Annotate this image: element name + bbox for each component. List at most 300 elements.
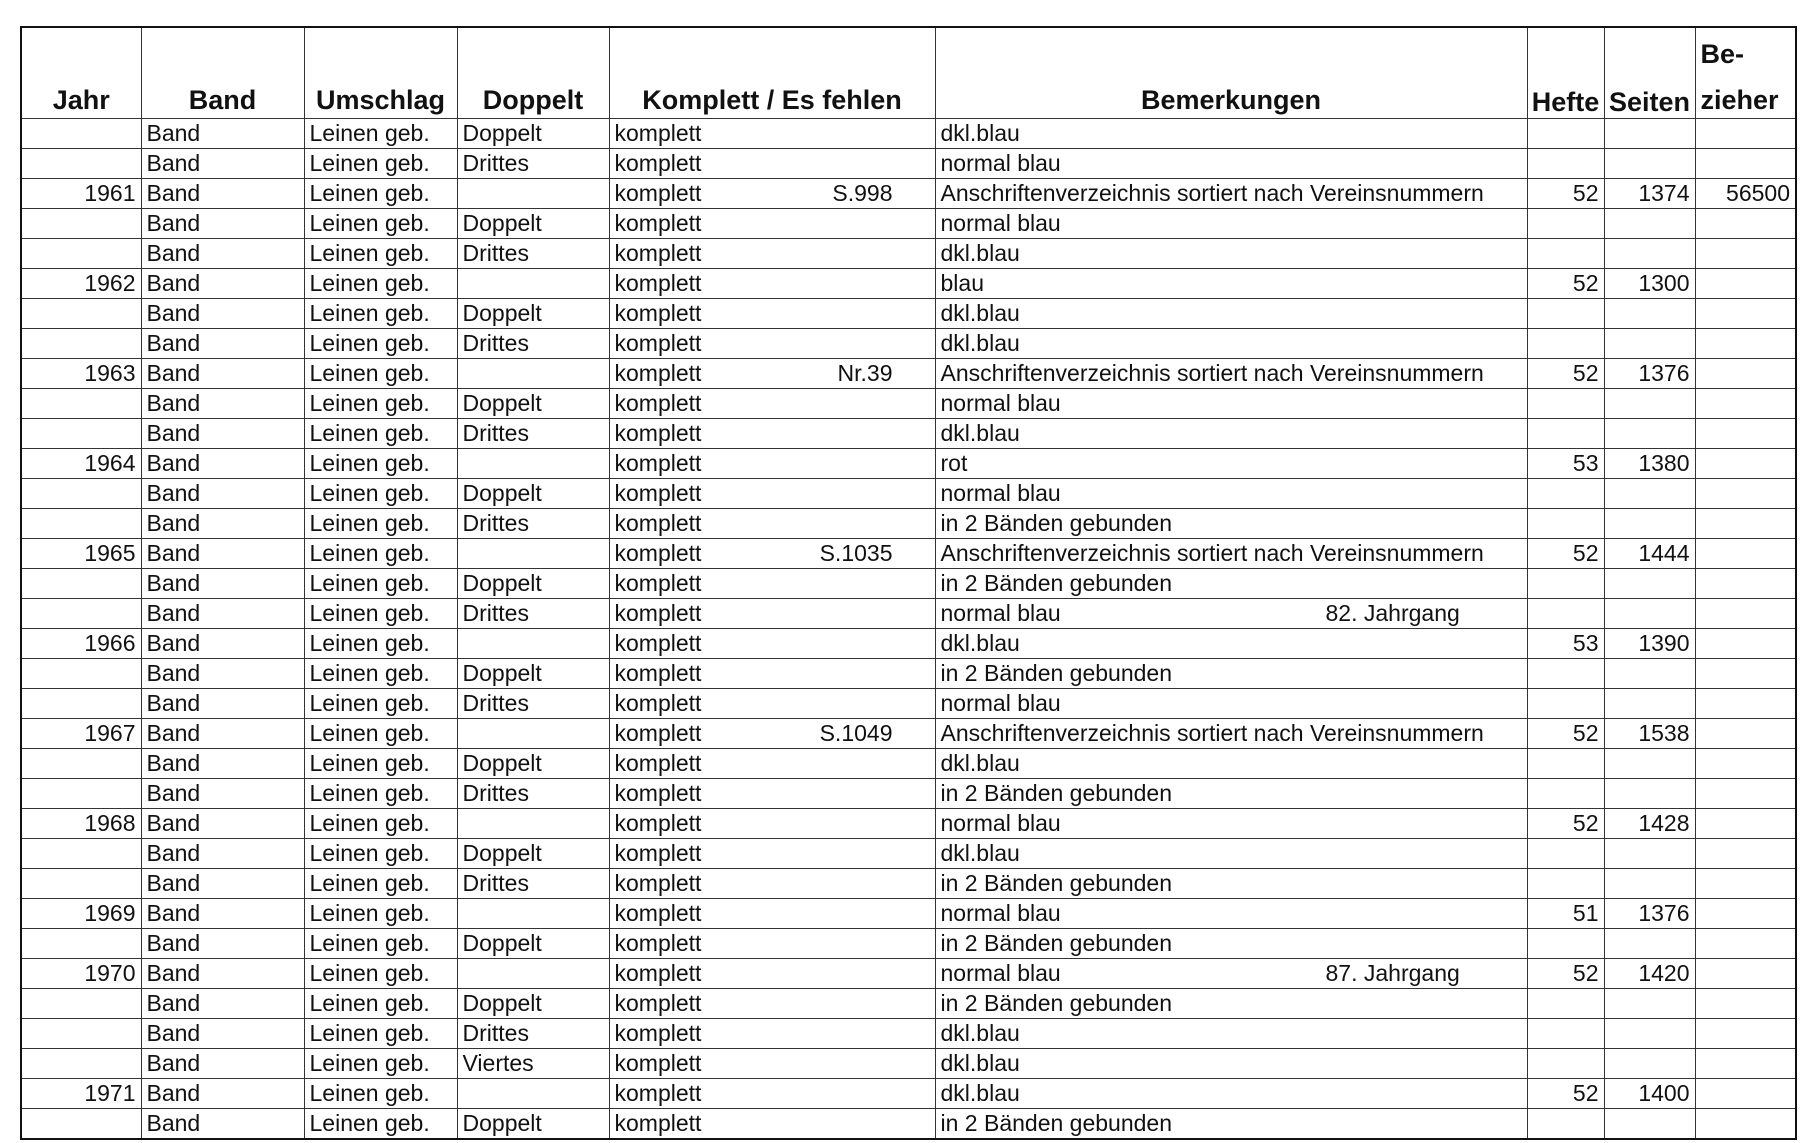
cell-bemerkungen (935, 689, 1527, 719)
cell-umschlag: Leinen geb. (304, 1109, 457, 1140)
cell-seiten: 1400 (1604, 1079, 1695, 1109)
cell-seiten (1604, 989, 1695, 1019)
cell-band: Band (141, 479, 304, 509)
cell-jahr (21, 779, 141, 809)
cell-bezieher (1695, 569, 1796, 599)
cell-band: Band (141, 779, 304, 809)
cell-komplett (609, 749, 935, 779)
cell-seiten: 1376 (1604, 899, 1695, 929)
cell-komplett (609, 149, 935, 179)
table-row (21, 1019, 1796, 1049)
cell-band: Band (141, 1109, 304, 1140)
cell-jahr (21, 329, 141, 359)
cell-bezieher (1695, 809, 1796, 839)
cell-doppelt: Drittes (457, 419, 609, 449)
cell-komplett (609, 179, 935, 209)
cell-band: Band (141, 1019, 304, 1049)
cell-hefte: 52 (1527, 1079, 1604, 1109)
cell-komplett (609, 329, 935, 359)
cell-umschlag: Leinen geb. (304, 899, 457, 929)
remark-text: in 2 Bänden gebunden (940, 990, 1172, 1016)
table-row (21, 419, 1796, 449)
cell-komplett (609, 899, 935, 929)
cell-hefte (1527, 1109, 1604, 1140)
komplett-status: komplett (614, 510, 702, 536)
komplett-status: komplett (614, 600, 702, 626)
cell-umschlag: Leinen geb. (304, 269, 457, 299)
cell-bemerkungen (935, 269, 1527, 299)
header-umschlag: Umschlag (304, 72, 457, 119)
table-row (21, 749, 1796, 779)
header-spacer-cell (21, 27, 141, 72)
cell-komplett (609, 839, 935, 869)
cell-komplett (609, 989, 935, 1019)
cell-seiten: 1374 (1604, 179, 1695, 209)
cell-hefte: 52 (1527, 809, 1604, 839)
cell-band: Band (141, 1049, 304, 1079)
remark-text: normal blau (940, 210, 1061, 236)
remark-text: in 2 Bänden gebunden (940, 570, 1172, 596)
cell-seiten: 1300 (1604, 269, 1695, 299)
cell-komplett (609, 1019, 935, 1049)
cell-seiten (1604, 779, 1695, 809)
remark-text: normal blau (940, 690, 1061, 716)
cell-bezieher (1695, 299, 1796, 329)
cell-hefte (1527, 689, 1604, 719)
header-hefte: Hefte (1527, 72, 1604, 119)
cell-seiten: 1376 (1604, 359, 1695, 389)
cell-bezieher (1695, 119, 1796, 149)
cell-seiten (1604, 1109, 1695, 1140)
header-spacer-cell (1527, 27, 1604, 72)
cell-jahr: 1963 (21, 359, 141, 389)
komplett-status: komplett (614, 240, 702, 266)
cell-seiten (1604, 479, 1695, 509)
table-row (21, 1049, 1796, 1079)
cell-bezieher (1695, 929, 1796, 959)
cell-komplett (609, 1049, 935, 1079)
cell-seiten: 1428 (1604, 809, 1695, 839)
cell-seiten: 1390 (1604, 629, 1695, 659)
cell-band: Band (141, 359, 304, 389)
cell-komplett (609, 869, 935, 899)
table-row (21, 809, 1796, 839)
cell-doppelt: Doppelt (457, 389, 609, 419)
cell-seiten (1604, 929, 1695, 959)
cell-doppelt (457, 719, 609, 749)
cell-seiten (1604, 599, 1695, 629)
cell-umschlag: Leinen geb. (304, 479, 457, 509)
cell-jahr (21, 419, 141, 449)
header-bemerkungen: Bemerkungen (935, 72, 1527, 119)
cell-bemerkungen (935, 1019, 1527, 1049)
cell-umschlag: Leinen geb. (304, 989, 457, 1019)
table-row (21, 869, 1796, 899)
cell-seiten (1604, 419, 1695, 449)
cell-doppelt: Drittes (457, 1019, 609, 1049)
remark-text: dkl.blau (940, 240, 1020, 266)
cell-komplett (609, 119, 935, 149)
cell-seiten (1604, 299, 1695, 329)
cell-doppelt (457, 629, 609, 659)
cell-seiten (1604, 1019, 1695, 1049)
cell-band: Band (141, 119, 304, 149)
komplett-status: komplett (614, 150, 702, 176)
cell-bemerkungen (935, 329, 1527, 359)
jahrgang-note: 82. Jahrgang (1325, 600, 1460, 626)
missing-note: S.998 (832, 180, 893, 206)
cell-band: Band (141, 449, 304, 479)
cell-hefte (1527, 299, 1604, 329)
cell-umschlag: Leinen geb. (304, 539, 457, 569)
cell-doppelt: Drittes (457, 509, 609, 539)
cell-band: Band (141, 389, 304, 419)
cell-band: Band (141, 1079, 304, 1109)
cell-jahr (21, 479, 141, 509)
cell-bezieher (1695, 359, 1796, 389)
cell-umschlag: Leinen geb. (304, 689, 457, 719)
cell-jahr (21, 119, 141, 149)
cell-hefte: 52 (1527, 179, 1604, 209)
cell-umschlag: Leinen geb. (304, 749, 457, 779)
cell-umschlag: Leinen geb. (304, 419, 457, 449)
cell-umschlag: Leinen geb. (304, 1079, 457, 1109)
table-row (21, 449, 1796, 479)
cell-band: Band (141, 149, 304, 179)
remark-text: dkl.blau (940, 330, 1020, 356)
cell-seiten (1604, 209, 1695, 239)
cell-umschlag: Leinen geb. (304, 569, 457, 599)
table-row (21, 149, 1796, 179)
cell-umschlag: Leinen geb. (304, 299, 457, 329)
table-row (21, 629, 1796, 659)
cell-hefte (1527, 1019, 1604, 1049)
table-row (21, 179, 1796, 209)
cell-band: Band (141, 719, 304, 749)
cell-seiten: 1444 (1604, 539, 1695, 569)
table-row (21, 839, 1796, 869)
komplett-status: komplett (614, 300, 702, 326)
cell-band: Band (141, 539, 304, 569)
cell-bemerkungen (935, 509, 1527, 539)
cell-komplett (609, 359, 935, 389)
cell-umschlag: Leinen geb. (304, 149, 457, 179)
remark-text: dkl.blau (940, 420, 1020, 446)
cell-bezieher (1695, 989, 1796, 1019)
cell-bezieher (1695, 869, 1796, 899)
cell-bemerkungen (935, 809, 1527, 839)
cell-komplett (609, 659, 935, 689)
header-seiten: Seiten (1604, 72, 1695, 119)
cell-bemerkungen (935, 929, 1527, 959)
cell-hefte (1527, 509, 1604, 539)
header-spacer-row (21, 27, 1796, 72)
remark-text: dkl.blau (940, 1050, 1020, 1076)
cell-band: Band (141, 689, 304, 719)
komplett-status: komplett (614, 840, 702, 866)
table-row (21, 479, 1796, 509)
cell-umschlag: Leinen geb. (304, 719, 457, 749)
komplett-status: komplett (614, 750, 702, 776)
cell-komplett (609, 209, 935, 239)
cell-hefte (1527, 209, 1604, 239)
cell-jahr (21, 209, 141, 239)
header-spacer-cell (1604, 27, 1695, 72)
cell-umschlag: Leinen geb. (304, 1019, 457, 1049)
komplett-status: komplett (614, 570, 702, 596)
cell-jahr (21, 149, 141, 179)
cell-komplett (609, 1079, 935, 1109)
table-row (21, 989, 1796, 1019)
cell-bemerkungen (935, 839, 1527, 869)
cell-seiten (1604, 869, 1695, 899)
cell-bemerkungen (935, 239, 1527, 269)
cell-jahr: 1962 (21, 269, 141, 299)
cell-bemerkungen (935, 1049, 1527, 1079)
cell-doppelt: Drittes (457, 689, 609, 719)
cell-doppelt (457, 539, 609, 569)
cell-seiten (1604, 149, 1695, 179)
table-row (21, 779, 1796, 809)
table-row (21, 569, 1796, 599)
cell-doppelt: Doppelt (457, 749, 609, 779)
cell-bemerkungen (935, 899, 1527, 929)
cell-komplett (609, 809, 935, 839)
cell-seiten (1604, 839, 1695, 869)
cell-jahr (21, 239, 141, 269)
cell-jahr (21, 839, 141, 869)
cell-doppelt: Doppelt (457, 839, 609, 869)
cell-band: Band (141, 569, 304, 599)
cell-jahr (21, 989, 141, 1019)
cell-bezieher (1695, 749, 1796, 779)
remark-text: Anschriftenverzeichnis sortiert nach Vereinsnummern (940, 180, 1484, 206)
cell-bemerkungen (935, 539, 1527, 569)
remark-text: in 2 Bänden gebunden (940, 930, 1172, 956)
cell-jahr: 1968 (21, 809, 141, 839)
remark-text: normal blau (940, 900, 1061, 926)
komplett-status: komplett (614, 1110, 702, 1136)
komplett-status: komplett (614, 990, 702, 1016)
table-row (21, 1109, 1796, 1140)
cell-umschlag: Leinen geb. (304, 629, 457, 659)
cell-komplett (609, 449, 935, 479)
remark-text: Anschriftenverzeichnis sortiert nach Vereinsnummern (940, 540, 1484, 566)
cell-doppelt: Drittes (457, 869, 609, 899)
cell-doppelt (457, 449, 609, 479)
cell-hefte (1527, 599, 1604, 629)
komplett-status: komplett (614, 660, 702, 686)
cell-hefte: 53 (1527, 629, 1604, 659)
remark-text: normal blau (940, 600, 1061, 626)
missing-note: S.1049 (819, 720, 893, 746)
cell-band: Band (141, 749, 304, 779)
header-spacer-cell (141, 27, 304, 72)
komplett-status: komplett (614, 420, 702, 446)
cell-bezieher (1695, 449, 1796, 479)
cell-umschlag: Leinen geb. (304, 509, 457, 539)
cell-doppelt (457, 269, 609, 299)
cell-seiten (1604, 329, 1695, 359)
cell-doppelt: Doppelt (457, 929, 609, 959)
cell-jahr (21, 689, 141, 719)
cell-jahr: 1961 (21, 179, 141, 209)
cell-doppelt (457, 179, 609, 209)
cell-bemerkungen (935, 1079, 1527, 1109)
cell-jahr (21, 1109, 141, 1140)
cell-doppelt: Doppelt (457, 119, 609, 149)
cell-bemerkungen (935, 209, 1527, 239)
cell-bemerkungen (935, 1109, 1527, 1140)
remark-text: in 2 Bänden gebunden (940, 780, 1172, 806)
komplett-status: komplett (614, 1050, 702, 1076)
cell-bemerkungen (935, 569, 1527, 599)
cell-bemerkungen (935, 179, 1527, 209)
cell-bezieher: 56500 (1695, 179, 1796, 209)
header-spacer-cell (304, 27, 457, 72)
cell-hefte (1527, 329, 1604, 359)
table-header (21, 27, 1796, 119)
cell-komplett (609, 479, 935, 509)
komplett-status: komplett (614, 120, 702, 146)
cell-komplett (609, 599, 935, 629)
cell-jahr (21, 599, 141, 629)
cell-bezieher (1695, 659, 1796, 689)
cell-bezieher (1695, 539, 1796, 569)
cell-doppelt (457, 809, 609, 839)
remark-text: dkl.blau (940, 1020, 1020, 1046)
remark-text: normal blau (940, 810, 1061, 836)
cell-doppelt: Drittes (457, 239, 609, 269)
cell-hefte (1527, 389, 1604, 419)
cell-jahr (21, 1049, 141, 1079)
cell-umschlag: Leinen geb. (304, 809, 457, 839)
header-row (21, 72, 1796, 119)
cell-bezieher (1695, 149, 1796, 179)
cell-doppelt (457, 359, 609, 389)
cell-komplett (609, 1109, 935, 1140)
cell-hefte: 52 (1527, 539, 1604, 569)
header-jahr: Jahr (21, 72, 141, 119)
cell-komplett (609, 239, 935, 269)
cell-hefte (1527, 149, 1604, 179)
cell-hefte (1527, 989, 1604, 1019)
komplett-status: komplett (614, 780, 702, 806)
cell-komplett (609, 959, 935, 989)
remark-text: blau (940, 270, 984, 296)
header-komplett: Komplett / Es fehlen (609, 72, 935, 119)
table-row (21, 329, 1796, 359)
remark-text: Anschriftenverzeichnis sortiert nach Vereinsnummern (940, 360, 1484, 386)
cell-jahr (21, 299, 141, 329)
cell-bezieher (1695, 389, 1796, 419)
cell-bemerkungen (935, 869, 1527, 899)
komplett-status: komplett (614, 480, 702, 506)
cell-bezieher (1695, 719, 1796, 749)
table-row (21, 899, 1796, 929)
cell-umschlag: Leinen geb. (304, 449, 457, 479)
cell-jahr (21, 869, 141, 899)
cell-bemerkungen (935, 779, 1527, 809)
komplett-status: komplett (614, 930, 702, 956)
cell-komplett (609, 299, 935, 329)
cell-band: Band (141, 329, 304, 359)
komplett-status: komplett (614, 360, 702, 386)
table-row (21, 689, 1796, 719)
komplett-status: komplett (614, 390, 702, 416)
cell-hefte (1527, 479, 1604, 509)
remark-text: normal blau (940, 480, 1061, 506)
table-row (21, 509, 1796, 539)
cell-seiten: 1380 (1604, 449, 1695, 479)
table-row (21, 389, 1796, 419)
cell-bemerkungen (935, 119, 1527, 149)
cell-band: Band (141, 269, 304, 299)
remark-text: dkl.blau (940, 750, 1020, 776)
cell-bezieher (1695, 479, 1796, 509)
cell-doppelt: Drittes (457, 779, 609, 809)
cell-umschlag: Leinen geb. (304, 359, 457, 389)
cell-umschlag: Leinen geb. (304, 119, 457, 149)
table-row (21, 1079, 1796, 1109)
cell-hefte (1527, 239, 1604, 269)
cell-komplett (609, 509, 935, 539)
cell-komplett (609, 269, 935, 299)
cell-band: Band (141, 809, 304, 839)
cell-jahr (21, 569, 141, 599)
cell-bemerkungen (935, 149, 1527, 179)
cell-band: Band (141, 239, 304, 269)
cell-bemerkungen (935, 419, 1527, 449)
cell-jahr (21, 389, 141, 419)
cell-doppelt: Drittes (457, 329, 609, 359)
cell-band: Band (141, 179, 304, 209)
table-row (21, 359, 1796, 389)
remark-text: dkl.blau (940, 300, 1020, 326)
table-row (21, 599, 1796, 629)
cell-komplett (609, 779, 935, 809)
cell-bemerkungen (935, 359, 1527, 389)
remark-text: normal blau (940, 390, 1061, 416)
cell-bemerkungen (935, 989, 1527, 1019)
komplett-status: komplett (614, 690, 702, 716)
komplett-status: komplett (614, 450, 702, 476)
cell-umschlag: Leinen geb. (304, 599, 457, 629)
cell-jahr (21, 929, 141, 959)
cell-bemerkungen (935, 959, 1527, 989)
komplett-status: komplett (614, 270, 702, 296)
remark-text: in 2 Bänden gebunden (940, 870, 1172, 896)
cell-komplett (609, 719, 935, 749)
cell-bezieher (1695, 419, 1796, 449)
cell-hefte (1527, 869, 1604, 899)
cell-umschlag: Leinen geb. (304, 239, 457, 269)
remark-text: dkl.blau (940, 1080, 1020, 1106)
cell-band: Band (141, 599, 304, 629)
cell-band: Band (141, 989, 304, 1019)
cell-hefte: 53 (1527, 449, 1604, 479)
cell-seiten (1604, 569, 1695, 599)
cell-jahr: 1969 (21, 899, 141, 929)
cell-seiten (1604, 119, 1695, 149)
header-spacer-cell (609, 27, 935, 72)
cell-doppelt (457, 899, 609, 929)
komplett-status: komplett (614, 720, 702, 746)
cell-hefte (1527, 569, 1604, 599)
table-row (21, 299, 1796, 329)
cell-bemerkungen (935, 629, 1527, 659)
komplett-status: komplett (614, 630, 702, 656)
